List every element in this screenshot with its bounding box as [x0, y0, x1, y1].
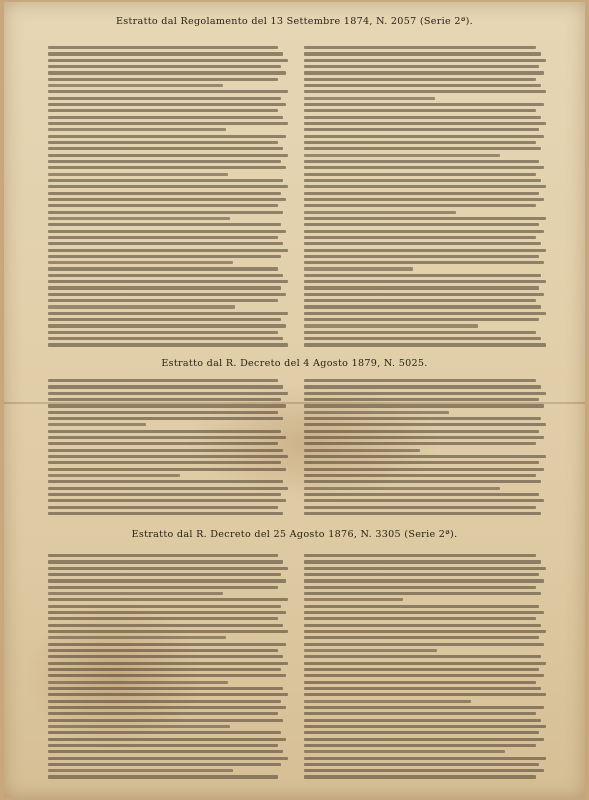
text-line	[304, 65, 539, 68]
text-line	[48, 554, 278, 557]
text-line	[304, 605, 539, 608]
text-line	[304, 719, 541, 722]
text-line	[48, 173, 228, 176]
text-line	[48, 681, 228, 684]
text-line	[48, 286, 281, 289]
text-line	[48, 46, 278, 49]
text-line	[304, 579, 544, 582]
text-line	[304, 379, 536, 382]
text-line	[48, 468, 286, 471]
text-line	[48, 586, 278, 589]
text-line	[48, 236, 278, 239]
text-line	[48, 449, 283, 452]
text-line	[48, 605, 281, 608]
text-line	[304, 506, 536, 509]
text-line	[48, 630, 288, 633]
text-line	[304, 630, 546, 633]
text-line	[304, 249, 546, 252]
text-line	[48, 592, 223, 595]
text-line	[48, 65, 281, 68]
text-line	[48, 744, 278, 747]
text-line	[304, 455, 546, 458]
text-line	[304, 757, 546, 760]
text-line	[48, 166, 286, 169]
text-line	[304, 687, 541, 690]
text-line	[48, 204, 278, 207]
text-line	[48, 135, 286, 138]
text-line	[48, 109, 278, 112]
text-line	[48, 423, 146, 426]
text-line	[304, 128, 539, 131]
text-line	[304, 643, 544, 646]
text-line	[48, 122, 288, 125]
text-line	[48, 211, 283, 214]
text-line	[48, 617, 278, 620]
text-line	[48, 725, 230, 728]
text-line	[304, 122, 546, 125]
text-line	[304, 662, 546, 665]
text-line	[304, 59, 546, 62]
text-line	[48, 312, 288, 315]
text-line	[48, 573, 281, 576]
text-line	[48, 769, 233, 772]
text-line	[304, 71, 544, 74]
text-line	[48, 738, 286, 741]
text-line	[304, 636, 539, 639]
text-line	[304, 468, 544, 471]
text-line	[48, 700, 281, 703]
text-line	[48, 442, 278, 445]
text-line	[304, 487, 500, 490]
text-line	[304, 204, 536, 207]
text-line	[304, 116, 541, 119]
text-line	[48, 636, 226, 639]
text-line	[48, 242, 283, 245]
text-line	[48, 750, 283, 753]
text-line	[304, 712, 536, 715]
text-line	[304, 185, 546, 188]
text-line	[48, 293, 286, 296]
text-line	[48, 318, 281, 321]
text-line	[304, 230, 544, 233]
text-line	[304, 324, 478, 327]
text-line	[48, 598, 288, 601]
text-line	[48, 560, 283, 563]
text-column-right-3	[304, 554, 546, 779]
text-line	[48, 179, 283, 182]
text-line	[304, 173, 536, 176]
text-line	[48, 712, 278, 715]
text-line	[48, 655, 283, 658]
text-line	[48, 71, 286, 74]
text-line	[304, 592, 541, 595]
text-line	[304, 744, 536, 747]
text-line	[304, 52, 541, 55]
text-line	[304, 160, 539, 163]
text-line	[304, 141, 536, 144]
text-line	[48, 217, 230, 220]
text-line	[48, 480, 283, 483]
text-line	[48, 185, 288, 188]
text-line	[48, 223, 281, 226]
text-line	[304, 274, 541, 277]
text-line	[304, 586, 536, 589]
text-line	[304, 738, 544, 741]
text-line	[304, 480, 541, 483]
text-line	[48, 411, 278, 414]
text-line	[304, 731, 539, 734]
text-line	[48, 398, 281, 401]
text-line	[48, 643, 286, 646]
text-line	[304, 449, 420, 452]
text-line	[304, 442, 536, 445]
text-line	[48, 160, 281, 163]
text-line	[304, 78, 536, 81]
text-line	[48, 693, 288, 696]
text-line	[304, 674, 544, 677]
text-line	[304, 331, 536, 334]
text-line	[48, 493, 281, 496]
text-line	[48, 579, 286, 582]
text-line	[48, 461, 281, 464]
text-line	[48, 624, 283, 627]
text-line	[48, 512, 283, 515]
text-line	[304, 192, 539, 195]
text-line	[48, 198, 286, 201]
text-line	[304, 404, 544, 407]
section-title-regolamento-1874: Estratto dal Regolamento del 13 Settembre 1874, N. 2057 (Serie 2ª).	[115, 16, 473, 27]
text-line	[304, 392, 546, 395]
section-title-decreto-1876: Estratto dal R. Decreto del 25 Agosto 1876, N. 3305 (Serie 2ª).	[131, 529, 458, 540]
text-line	[48, 267, 278, 270]
text-line	[48, 474, 180, 477]
text-line	[304, 255, 539, 258]
text-line	[48, 775, 278, 778]
text-line	[304, 223, 539, 226]
text-line	[304, 84, 541, 87]
text-line	[48, 147, 283, 150]
text-line	[304, 775, 536, 778]
text-line	[48, 404, 286, 407]
text-line	[304, 166, 544, 169]
text-line	[304, 430, 539, 433]
text-line	[48, 59, 288, 62]
text-line	[304, 649, 437, 652]
text-line	[304, 512, 541, 515]
text-line	[304, 97, 435, 100]
text-line	[304, 499, 544, 502]
text-line	[48, 706, 286, 709]
text-line	[304, 693, 546, 696]
text-line	[304, 700, 471, 703]
text-line	[48, 436, 286, 439]
text-line	[48, 103, 286, 106]
text-line	[304, 198, 544, 201]
text-line	[304, 286, 539, 289]
text-line	[48, 392, 288, 395]
text-column-right-1	[304, 46, 546, 347]
text-line	[48, 97, 281, 100]
text-line	[304, 750, 505, 753]
text-line	[48, 249, 288, 252]
text-line	[48, 662, 288, 665]
text-line	[48, 192, 281, 195]
text-line	[304, 312, 546, 315]
text-line	[304, 461, 539, 464]
text-line	[48, 343, 288, 346]
text-line	[48, 324, 286, 327]
text-line	[48, 331, 278, 334]
text-line	[304, 763, 539, 766]
text-line	[48, 455, 288, 458]
text-line	[304, 655, 541, 658]
text-line	[48, 261, 233, 264]
text-line	[304, 769, 544, 772]
text-line	[48, 141, 278, 144]
text-line	[304, 109, 536, 112]
text-line	[304, 267, 413, 270]
text-column-left-2	[48, 379, 288, 515]
text-line	[304, 299, 536, 302]
text-line	[304, 681, 536, 684]
text-line	[304, 211, 456, 214]
text-line	[304, 103, 544, 106]
text-line	[48, 274, 283, 277]
text-line	[304, 293, 544, 296]
text-line	[48, 668, 281, 671]
text-line	[304, 567, 546, 570]
text-line	[304, 668, 539, 671]
text-line	[48, 255, 281, 258]
text-line	[304, 179, 541, 182]
text-line	[48, 567, 288, 570]
text-line	[48, 84, 223, 87]
text-line	[48, 52, 283, 55]
text-line	[48, 757, 288, 760]
text-line	[304, 90, 546, 93]
text-line	[48, 763, 281, 766]
text-line	[48, 487, 288, 490]
text-line	[48, 719, 283, 722]
text-line	[304, 573, 539, 576]
text-line	[304, 474, 536, 477]
text-column-left-3	[48, 554, 288, 779]
text-line	[48, 611, 286, 614]
text-line	[304, 598, 403, 601]
text-line	[304, 411, 449, 414]
text-line	[304, 417, 541, 420]
text-line	[304, 385, 541, 388]
text-line	[304, 436, 544, 439]
text-column-left-1	[48, 46, 288, 347]
text-line	[304, 305, 541, 308]
text-line	[48, 90, 288, 93]
text-line	[48, 299, 278, 302]
text-line	[48, 499, 286, 502]
text-line	[48, 280, 288, 283]
text-line	[48, 649, 278, 652]
text-line	[48, 385, 283, 388]
text-line	[304, 154, 500, 157]
text-line	[48, 337, 283, 340]
text-line	[304, 423, 546, 426]
text-line	[304, 624, 541, 627]
text-line	[48, 417, 283, 420]
text-line	[48, 674, 286, 677]
section-title-decreto-1879: Estratto dal R. Decreto del 4 Agosto 1879, N. 5025.	[161, 358, 428, 369]
text-line	[304, 725, 546, 728]
text-line	[304, 493, 539, 496]
text-line	[304, 236, 536, 239]
text-line	[48, 154, 288, 157]
text-line	[304, 217, 546, 220]
text-line	[304, 135, 544, 138]
text-column-right-2	[304, 379, 546, 515]
text-line	[48, 78, 278, 81]
document-page	[4, 2, 585, 798]
text-line	[304, 611, 544, 614]
text-line	[304, 318, 539, 321]
text-line	[304, 706, 544, 709]
text-line	[304, 343, 546, 346]
text-line	[48, 731, 281, 734]
text-line	[304, 46, 536, 49]
text-line	[304, 554, 536, 557]
text-line	[304, 560, 541, 563]
text-line	[48, 379, 278, 382]
text-line	[48, 116, 283, 119]
text-line	[304, 261, 544, 264]
text-line	[48, 230, 286, 233]
text-line	[304, 147, 541, 150]
text-line	[48, 687, 283, 690]
text-line	[48, 506, 278, 509]
text-line	[304, 398, 539, 401]
text-line	[304, 337, 541, 340]
text-line	[304, 617, 536, 620]
text-line	[48, 128, 226, 131]
text-line	[48, 430, 281, 433]
text-line	[304, 242, 541, 245]
text-line	[304, 280, 546, 283]
text-line	[48, 305, 235, 308]
